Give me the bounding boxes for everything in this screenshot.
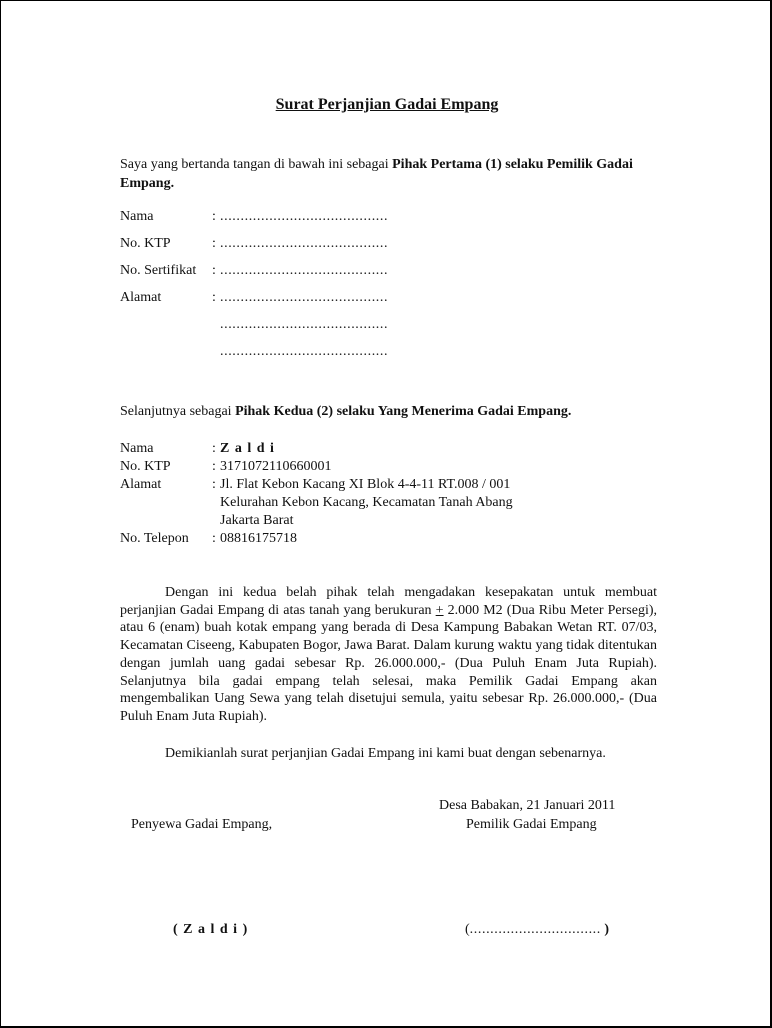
first-party-role: Pihak Pertama (1) selaku Pemilik Gadai Empang. [120,157,633,191]
plus-minus-sign: + [435,602,444,618]
closing-statement: Demikianlah surat perjanjian Gadai Empang ini kami buat dengan sebenarnya. [165,746,606,761]
second-party-ktp-value: 3171072110660001 [220,459,332,474]
agreement-paragraph [120,584,657,726]
first-party-alamat-colon: : [212,290,216,305]
first-party-nama-colon: : [212,209,216,224]
document-title: Surat Perjanjian Gadai Empang [275,96,499,113]
second-party-alamat-label: Alamat [120,477,162,492]
second-party-alamat-line-3: Jakarta Barat [220,513,294,528]
second-party-intro-text: Selanjutnya sebagai [120,404,236,419]
first-party-alamat-line-3: ......................................... [220,344,389,359]
second-party-alamat-line-1: Jl. Flat Kebon Kacang XI Blok 4-4-11 RT.008 / 001 [220,477,511,492]
first-party-nama-label: Nama [120,209,154,224]
second-party-nama-label: Nama [120,441,154,456]
first-party-nama-value: ......................................... [220,209,389,224]
first-party-ktp-value: ......................................... [220,236,389,251]
second-party-alamat-colon: : [212,477,216,492]
owner-signature-name [465,922,609,938]
owner-signature-dots: ................................ [469,922,601,937]
second-party-ktp-colon: : [212,459,216,474]
first-party-intro-text: Saya yang bertanda tangan di bawah ini sebagai [120,157,393,172]
owner-signature-open-paren: ( [465,922,470,937]
first-party-alamat-line-2: ......................................... [220,317,389,332]
second-party-ktp-label: No. KTP [120,459,171,474]
first-party-ktp-label: No. KTP [120,236,171,251]
agreement-text-after: 2.000 M2 (Dua Ribu Meter Persegi), atau 6 (enam) buah kotak empang yang berada di Desa Kampung Babakan Wetan RT. 07/03, Kecamatan Ciseeng, Kabupaten Bogor, Jawa Barat. Dalam kurung waktu yang tidak ditentukan dengan jumlah uang gadai sebesar Rp. 26.000.000,- (Dua Puluh Enam Juta Rupiah). Selanjutnya bila gadai empang telah selesai, maka Pemilik Gadai Empang akan mengembalikan Uang Sewa yang telah disetujui semula, yaitu sebesar Rp. 26.000.000,- (Dua Puluh Enam Juta Rupiah). [120,602,657,724]
owner-signature-label: Pemilik Gadai Empang [466,817,597,832]
second-party-telepon-colon: : [212,531,216,546]
first-party-sertifikat-label: No. Sertifikat [120,263,197,278]
tenant-signature-name: ( Z a l d i ) [173,922,249,937]
first-party-sertifikat-value: ......................................... [220,263,389,278]
first-party-sertifikat-colon: : [212,263,216,278]
first-party-ktp-colon: : [212,236,216,251]
second-party-nama-value: Z a l d i [220,441,275,456]
second-party-telepon-value: 08816175718 [220,531,297,546]
agreement-text-before: Dengan ini kedua belah pihak telah mengadakan kesepakatan untuk membuat perjanjian Gadai Empang di atas tanah yang berukuran [120,585,657,618]
first-party-alamat-label: Alamat [120,290,162,305]
second-party-alamat-line-2: Kelurahan Kebon Kacang, Kecamatan Tanah Abang [220,495,513,510]
first-party-alamat-value: ......................................... [220,290,389,305]
first-party-intro [120,155,660,193]
tenant-signature-label: Penyewa Gadai Empang, [131,817,273,832]
place-date: Desa Babakan, 21 Januari 2011 [439,798,616,813]
owner-signature-close-paren: ) [604,922,610,937]
second-party-intro [120,404,571,420]
second-party-nama-colon: : [212,441,216,456]
second-party-role: Pihak Kedua (2) selaku Yang Menerima Gadai Empang. [235,404,572,419]
second-party-telepon-label: No. Telepon [120,531,189,546]
